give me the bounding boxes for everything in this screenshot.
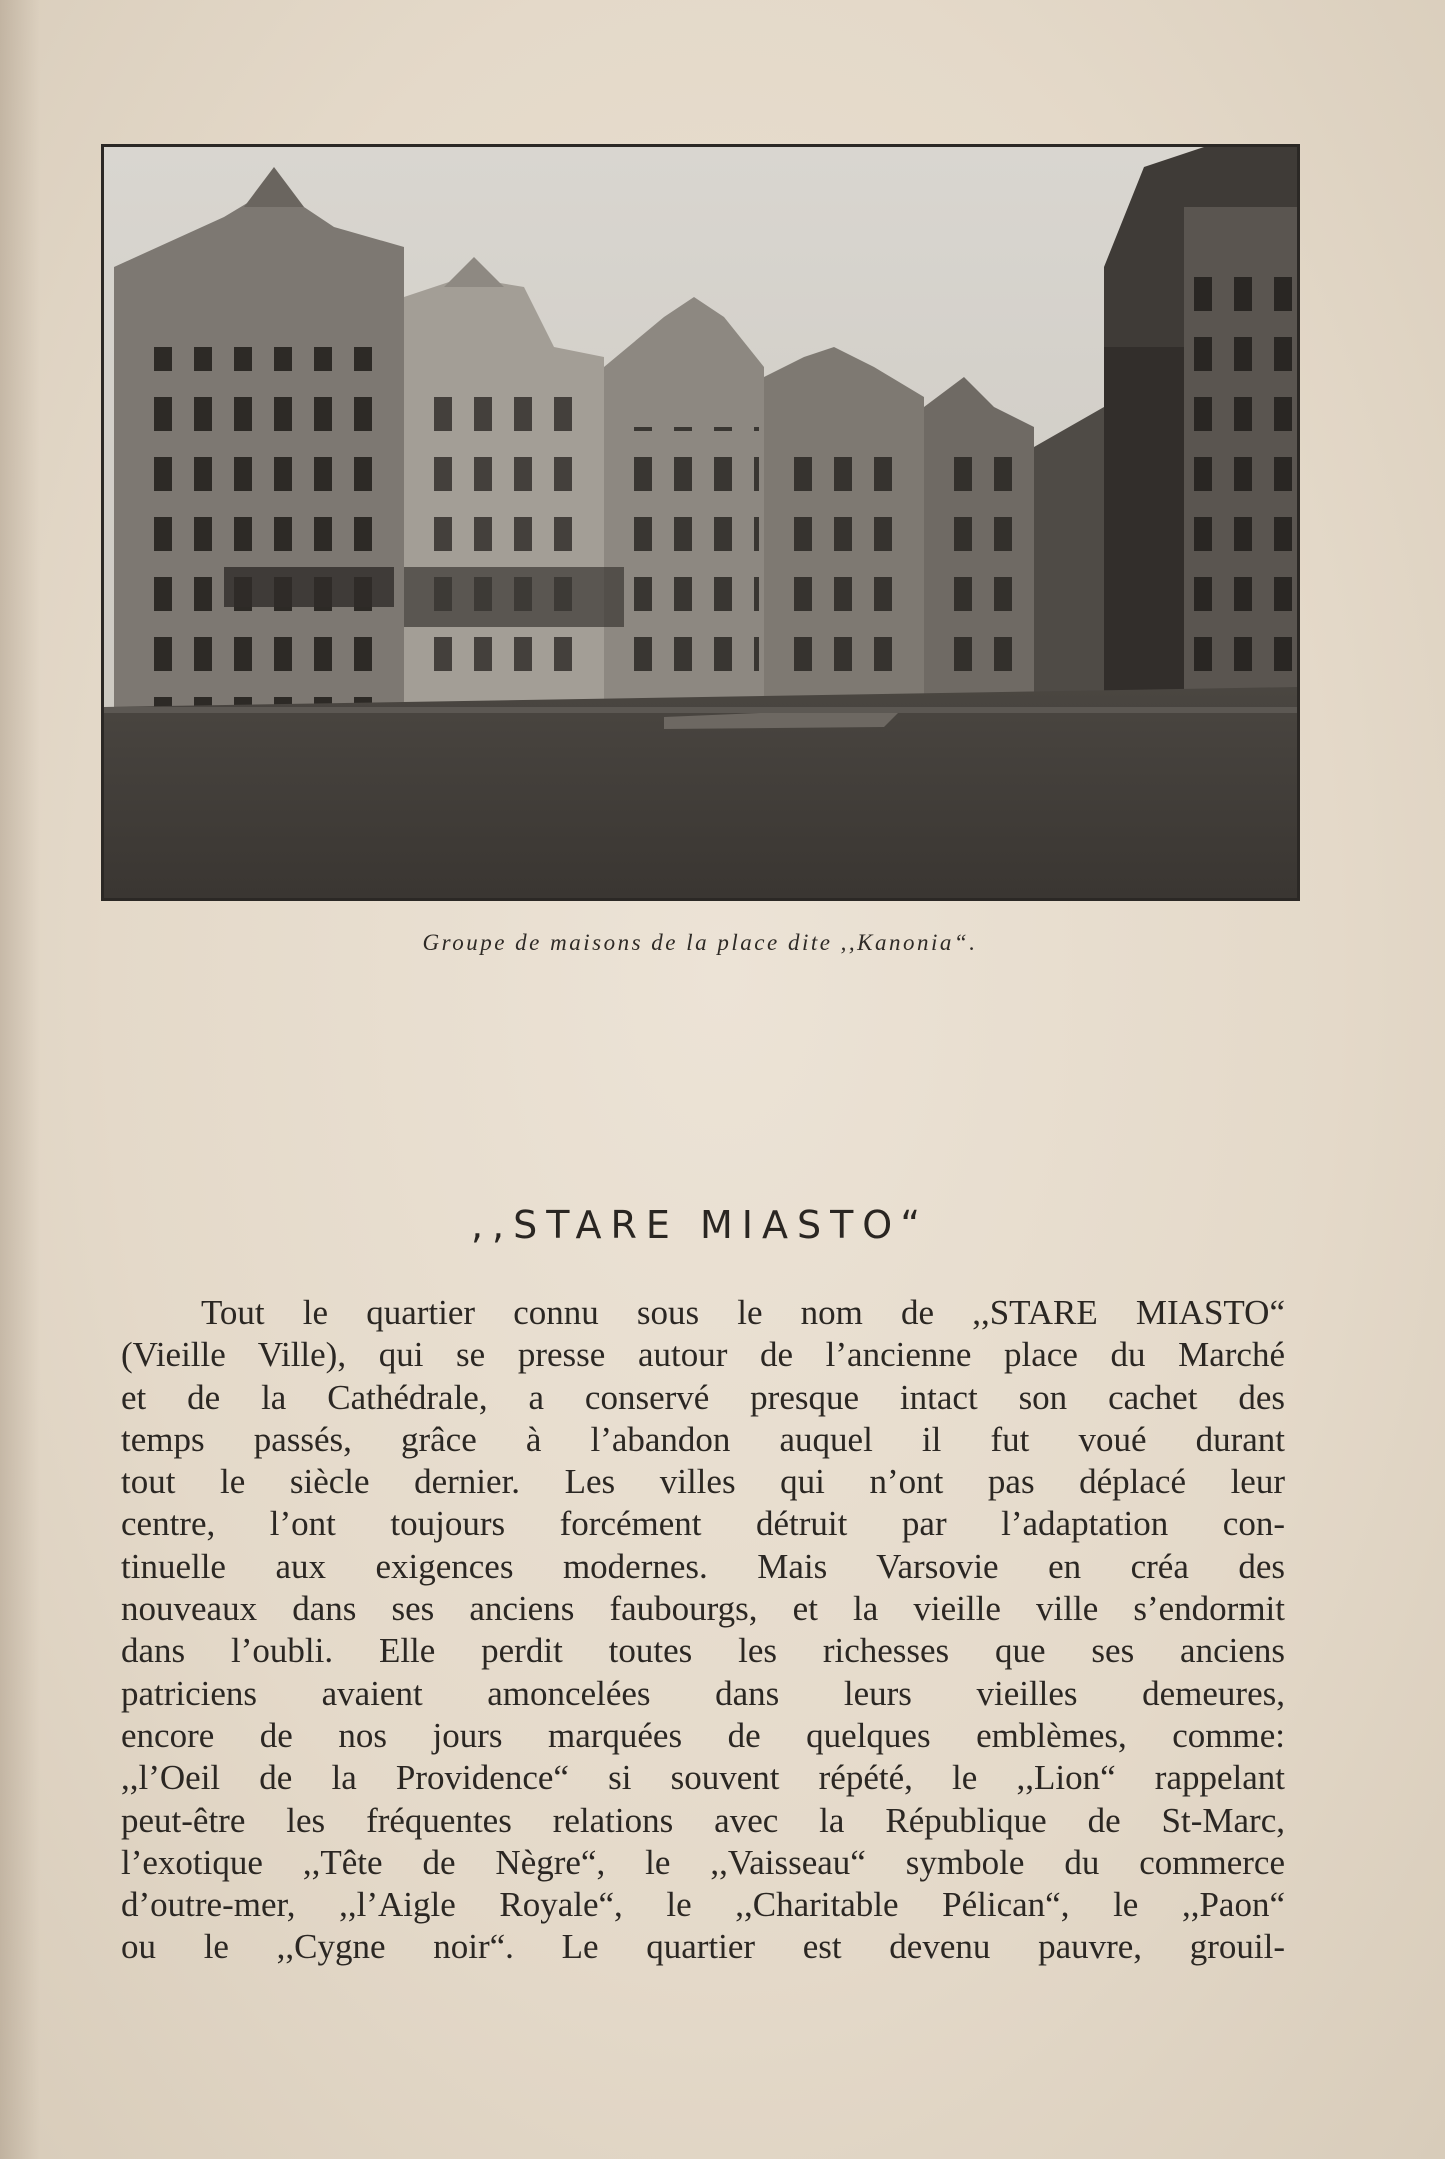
text-line: ,,l’Oeil de la Providence“ si souvent répété, le ,,Lion“ rappelant [121,1758,1285,1798]
text-line: patriciens avaient amoncelées dans leurs vieilles demeures, [121,1673,1285,1713]
text-line: et de la Cathédrale, a conservé presque intact son cachet des [121,1377,1285,1417]
text-line: ou le ,,Cygne noir“. Le quartier est devenu pauvre, grouil- [121,1927,1285,1967]
photograph-building-group-icon [104,147,1297,898]
body-paragraph [121,1292,1285,1969]
figure-caption: Groupe de maisons de la place dite ,,Kanonia“. [422,930,978,955]
section-heading: ,,STARE MIASTO“ [470,1203,930,1247]
text-line: dans l’oubli. Elle perdit toutes les richesses que ses anciens [121,1631,1285,1671]
text-line: encore de nos jours marquées de quelques emblèmes, comme: [121,1715,1285,1755]
text-line: tout le siècle dernier. Les villes qui n’ont pas déplacé leur [121,1462,1285,1502]
text-line: d’outre-mer, ,,l’Aigle Royale“, le ,,Charitable Pélican“, le ,,Paon“ [121,1885,1285,1925]
text-line: peut-être les fréquentes relations avec la République de St-Marc, [121,1800,1285,1840]
text-line: tinuelle aux exigences modernes. Mais Varsovie en créa des [121,1546,1285,1586]
text-line: (Vieille Ville), qui se presse autour de l’ancienne place du Marché [121,1335,1285,1375]
spine-shadow [0,0,40,2159]
text-line: l’exotique ,,Tête de Nègre“, le ,,Vaisseau“ symbole du commerce [121,1842,1285,1882]
text-line: temps passés, grâce à l’abandon auquel il fut voué durant [121,1419,1285,1459]
text-line: Tout le quartier connu sous le nom de ,,STARE MIASTO“ [201,1293,1285,1332]
photograph [101,144,1300,901]
text-line: nouveaux dans ses anciens faubourgs, et la vieille ville s’endormit [121,1589,1285,1629]
text-line: centre, l’ont toujours forcément détruit par l’adaptation con- [121,1504,1285,1544]
